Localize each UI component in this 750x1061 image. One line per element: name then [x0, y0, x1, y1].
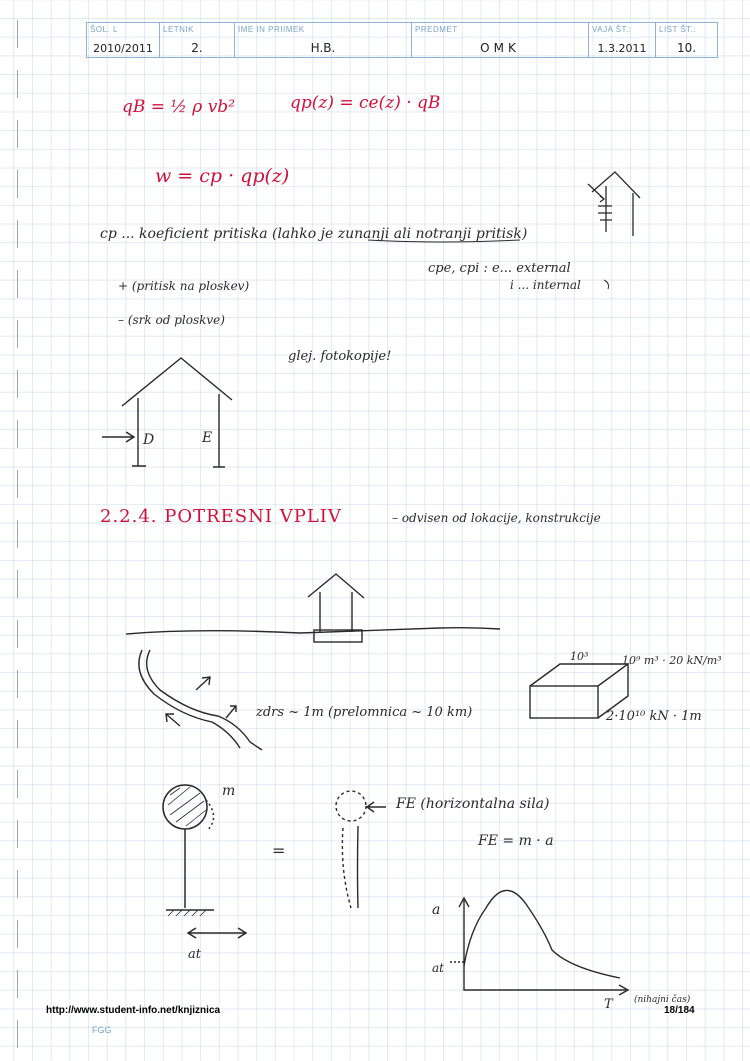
equals-sign: =: [272, 841, 286, 860]
exercise-label: VAJA ŠT.:: [592, 25, 632, 34]
year-value: 2.: [191, 41, 203, 55]
sheet-label: LIST ŠT.:: [659, 25, 697, 34]
formula-qp: qp(z) = ce(z) · qB: [290, 93, 441, 113]
section-note: – odvisen od lokacije, konstrukcije: [392, 511, 601, 525]
name-label: IME IN PRIIMEK: [238, 25, 305, 34]
graph-t-label: T: [604, 997, 613, 1012]
response-spectrum-graph: [450, 890, 628, 995]
footer-page-number: 18/184: [664, 1005, 695, 1016]
internal-note: i ... internal: [510, 278, 581, 292]
mass-column-sketch: [163, 785, 246, 938]
fe-label: FE (horizontalna sila): [396, 796, 550, 812]
fault-sketch: [139, 650, 262, 750]
school-year-label: ŠOL. L: [90, 25, 118, 34]
subject-label: PREDMET: [415, 25, 458, 34]
ground-hut-sketch: [126, 574, 500, 642]
base-acceleration-label: at: [188, 947, 201, 962]
deformed-column-sketch: [336, 791, 386, 908]
graph-a-label: a: [432, 902, 441, 918]
formula-w: w = cp · qp(z): [155, 165, 290, 187]
exercise-value: 1.3.2011: [597, 42, 647, 55]
fault-slip-note: zdrs ~ 1m (prelomnica ~ 10 km): [256, 705, 473, 720]
footer-fgg: FGG: [92, 1025, 112, 1035]
fe-equation: FE = m · a: [478, 833, 554, 849]
sheet-value: 10.: [676, 41, 697, 55]
volume-calc: 10⁹ m³ · 20 kN/m³: [622, 654, 722, 667]
graph-at-label: at: [432, 961, 444, 975]
label-e: E: [202, 430, 213, 446]
section-title: 2.2.4. POTRESNI VPLIV: [100, 506, 342, 527]
bracket-mark: [604, 280, 609, 289]
formula-qb: qB = ½ ρ vb²: [122, 97, 236, 117]
footer-url[interactable]: http://www.student-info.net/knjiznica: [46, 1005, 221, 1016]
minus-note: – (srk od ploskve): [118, 313, 225, 327]
graph-period-note: (nihajni čas): [634, 995, 691, 1005]
subject-value: OMK: [480, 41, 520, 55]
plus-note: + (pritisk na ploskev): [118, 279, 250, 293]
force-calc: 2·10¹⁰ kN · 1m: [606, 709, 702, 724]
label-d: D: [143, 432, 155, 448]
name-value: H.B.: [310, 41, 336, 55]
mass-label: m: [222, 783, 236, 799]
small-roof-sketch: [588, 172, 640, 236]
cp-definition: cp ... koeficient pritiska (lahko je zunanji ali notranji pritisk): [100, 226, 528, 242]
school-year-value: 2010/2011: [93, 42, 153, 55]
cpe-cpi-note: cpe, cpi : e... external: [428, 261, 571, 276]
year-label: LETNIK: [163, 25, 195, 34]
house-wind-sketch: [102, 358, 232, 467]
box-dimension: 10³: [570, 650, 589, 663]
see-copies-note: glej. fotokopije!: [288, 349, 392, 364]
